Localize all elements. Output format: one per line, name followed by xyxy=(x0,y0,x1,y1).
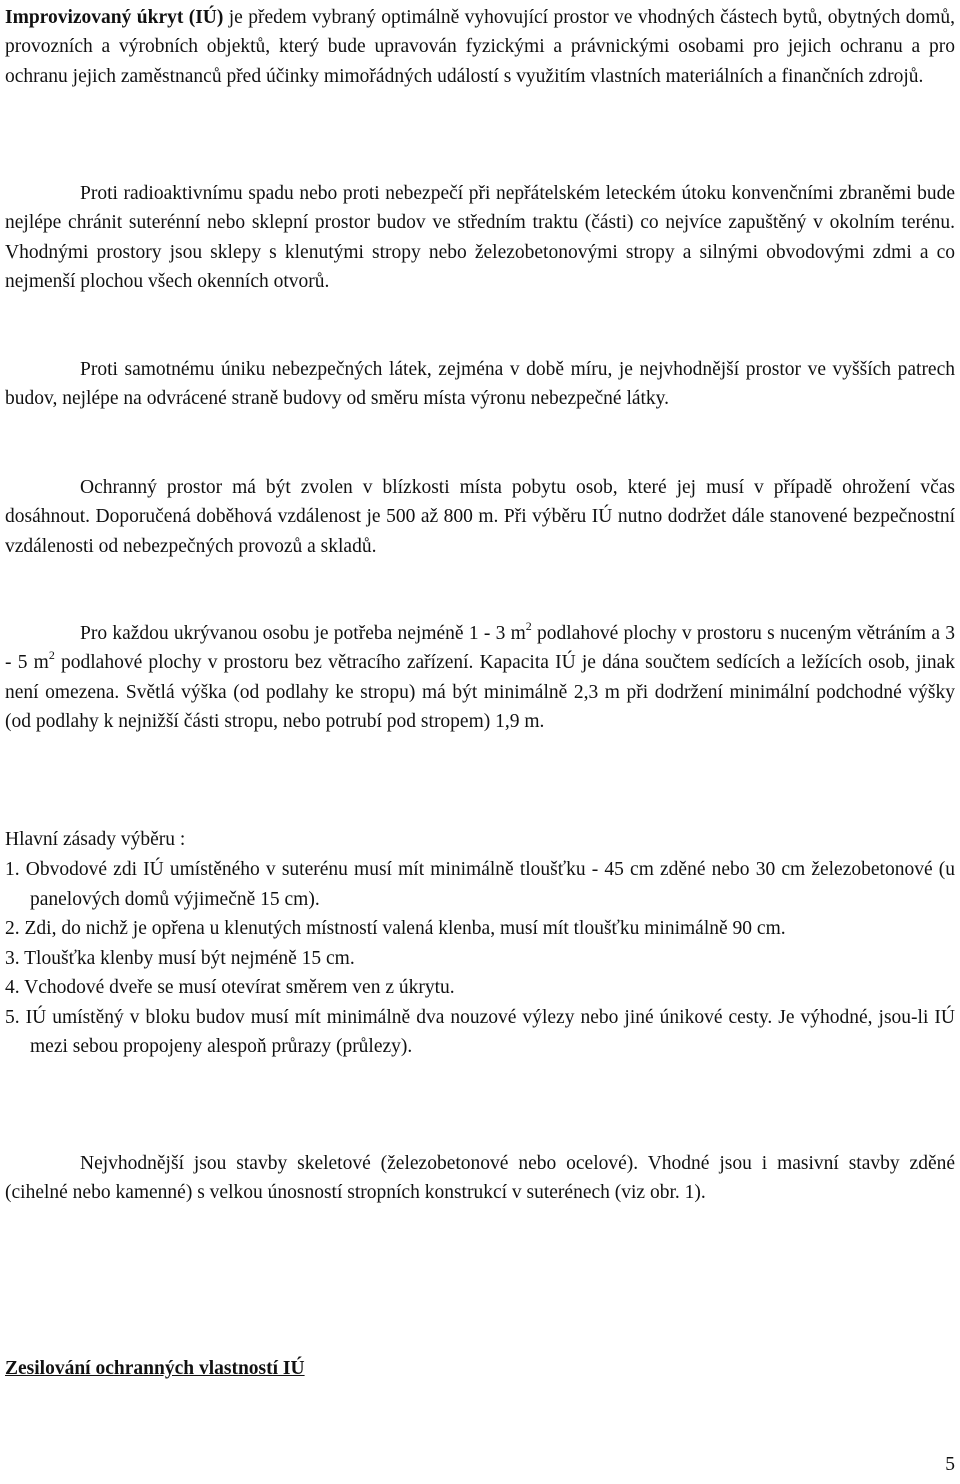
paragraph-shelter-location: Ochranný prostor má být zvolen v blízkosti místa pobytu osob, které jej musí v případě ohrožení včas dosáhnout. Doporučená doběhová vzdálenost je 500 až 800 m. Při výběru IÚ nutno dodržet dále stanovené bezpečnostní vzdálenosti od nebezpečných provozů a skladů. xyxy=(5,477,955,557)
capacity-text-b: podlahové plochy v prostoru s nuceným větráním a 3 - 5 m xyxy=(5,623,955,674)
paragraph-building-types: Nejvhodnější jsou stavby skeletové (železobetonové nebo ocelové). Vhodné jsou i masivní stavby zděné (cihelné nebo kamenné) s velkou únosností stropních konstrukcí v suterénech (viz obr. 1). xyxy=(5,1153,955,1204)
paragraph-capacity xyxy=(5,619,955,736)
page-number: 5 xyxy=(945,1454,955,1475)
list-item: 1. Obvodové zdi IÚ umístěného v suterénu musí mít minimálně tloušťku - 45 cm zděné nebo 30 cm železobetonové (u panelových domů výjimečně 15 cm). xyxy=(5,859,955,910)
paragraph-radioactive-fallout: Proti radioaktivnímu spadu nebo proti nebezpečí při nepřátelském leteckém útoku konvenčními zbraněmi bude nejlépe chránit suterénní nebo sklepní prostor budov ve středním traktu (části) co nejvíce zapuštěný v okolním terénu. Vhodnými prostory jsou sklepy s klenutými stropy nebo železobetonovými stropy a silnými obvodovými zdmi a co nejmenší plochou všech okenních otvorů. xyxy=(5,183,955,292)
principles-list xyxy=(5,855,955,1062)
principles-heading: Hlavní zásady výběru : xyxy=(5,829,186,850)
paragraph-hazardous-leak: Proti samotnému úniku nebezpečných látek, zejména v době míru, je nejvhodnější prostor ve vyšších patrech budov, nejlépe na odvrácené straně budovy od směru místa výronu nebezpečné látky. xyxy=(5,359,955,410)
definition-term: Improvizovaný úkryt (IÚ) xyxy=(5,7,224,28)
capacity-text-a: Pro každou ukrývanou osobu je potřeba nejméně 1 - 3 m xyxy=(80,623,526,644)
definition-text: je předem vybraný optimálně vyhovující prostor ve vhodných částech bytů, obytných domů, provozních a výrobních objektů, který bude upravován fyzickými a právnickými osobami pro jejich ochranu a pro ochranu jejich zaměstnanců před účinky mimořádných událostí s využitím vlastních materiálních a finančních zdrojů. xyxy=(5,7,955,87)
superscript-2: 2 xyxy=(525,619,532,633)
capacity-text-c: podlahové plochy v prostoru bez větracího zařízení. Kapacita IÚ je dána součtem sedících a ležících osob, jinak není omezena. Světlá výška (od podlahy ke stropu) má být minimálně 2,3 m při dodržení minimální podchodné výšky (od podlahy k nejnižší části stropu, nebo potrubí pod stropem) 1,9 m. xyxy=(5,652,955,732)
list-item: 4. Vchodové dveře se musí otevírat směrem ven z úkrytu. xyxy=(5,977,455,998)
paragraph-definition xyxy=(5,3,955,91)
list-item: 3. Tloušťka klenby musí být nejméně 15 cm. xyxy=(5,947,355,969)
list-item: 2. Zdi, do nichž je opřena u klenutých místností valená klenba, musí mít tloušťku minimálně 90 cm. xyxy=(5,918,786,939)
section-heading: Zesilování ochranných vlastností IÚ xyxy=(5,1358,305,1379)
list-item: 5. IÚ umístěný v bloku budov musí mít minimálně dva nouzové výlezy nebo jiné únikové cesty. Je výhodné, jsou-li IÚ mezi sebou propojeny alespoň průrazy (průlezy). xyxy=(5,1006,955,1057)
superscript-2: 2 xyxy=(48,648,55,663)
